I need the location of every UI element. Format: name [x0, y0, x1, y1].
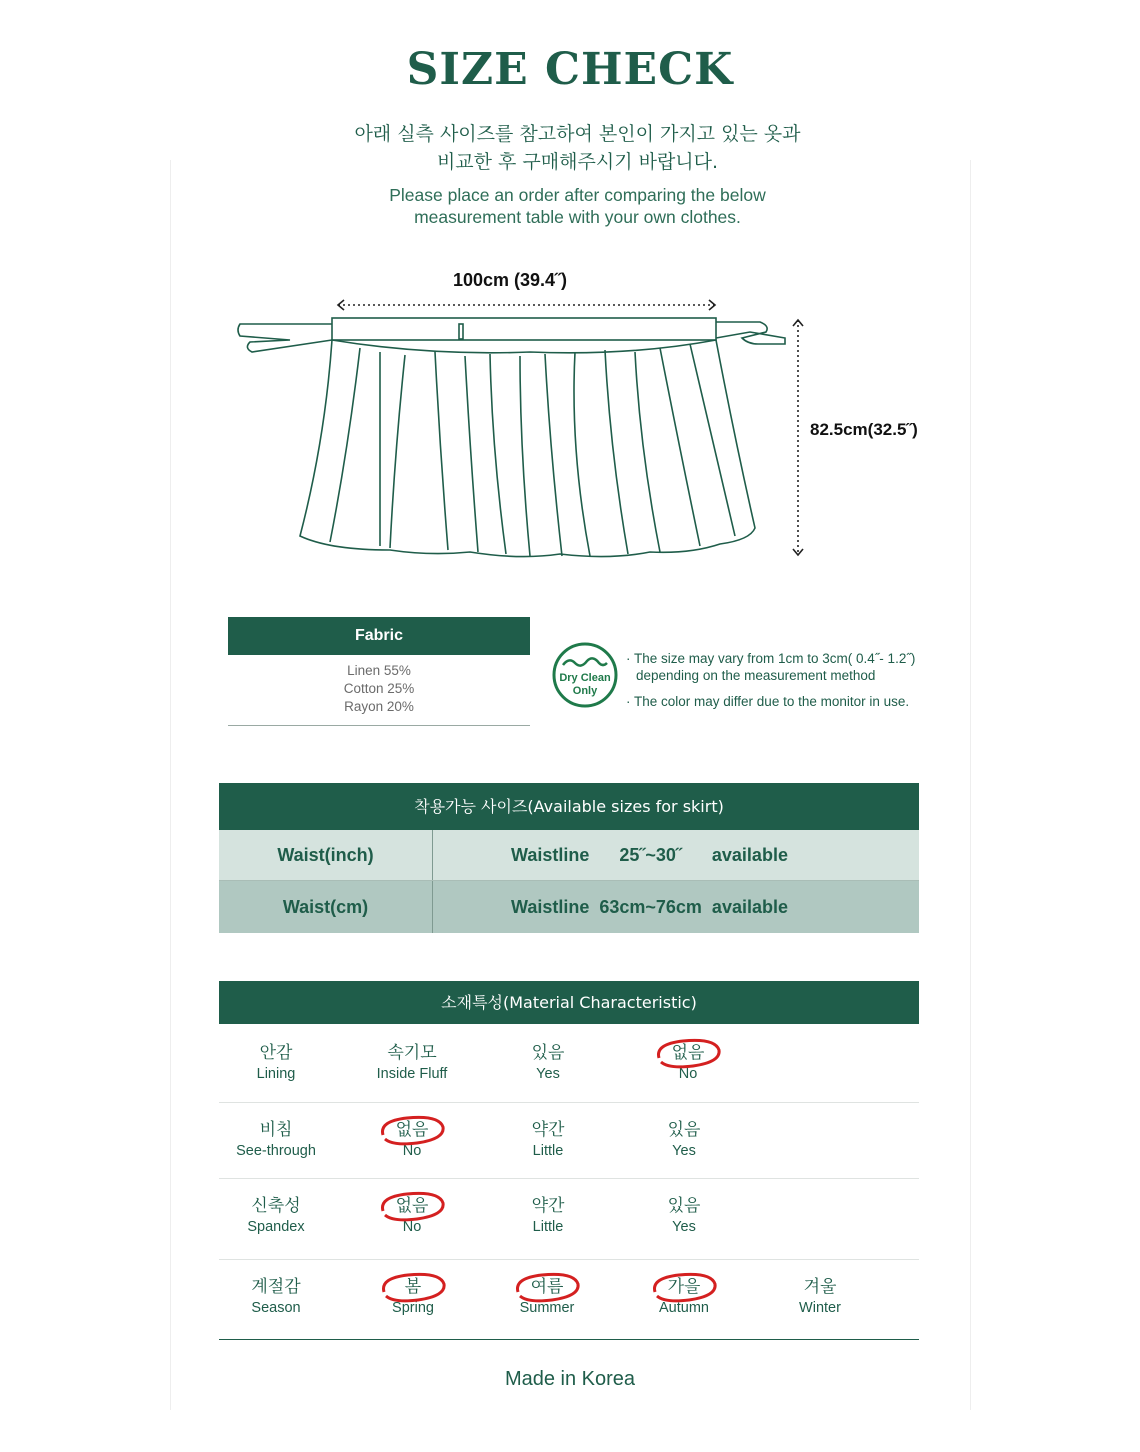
option-ko: 약간 — [531, 1120, 565, 1140]
size-variance-note-line-1: · The size may vary from 1cm to 3cm( 0.4˝- 1.2˝) — [626, 651, 916, 666]
page-border-left — [170, 160, 171, 1410]
dry-clean-label-line-2: Only — [572, 685, 598, 697]
page-title: SIZE CHECK — [406, 44, 734, 95]
option-ko: 가을 — [667, 1277, 701, 1297]
pleat — [545, 354, 562, 556]
row-label-ko: 안감 — [259, 1043, 293, 1063]
fabric-header: Fabric — [228, 617, 530, 655]
material-row-lining — [219, 1024, 919, 1103]
pleat — [390, 355, 405, 548]
option-ko: 여름 — [530, 1277, 564, 1297]
option-en: Little — [532, 1143, 564, 1159]
option-en: Yes — [672, 1219, 696, 1235]
pleat — [635, 352, 660, 552]
option-no-selected — [347, 1119, 477, 1161]
option-en: Summer — [519, 1300, 575, 1316]
option-spring-selected — [348, 1276, 478, 1318]
row-label — [211, 1119, 341, 1161]
material-row-season — [219, 1260, 919, 1340]
pleat — [690, 344, 735, 536]
material-table-header: 소재특성(Material Characteristic) — [219, 981, 919, 1024]
option-en: Inside Fluff — [376, 1066, 448, 1082]
row-label-ko: 비침 — [259, 1120, 293, 1140]
option-summer-selected — [482, 1276, 612, 1318]
row-label-en: Season — [251, 1300, 301, 1316]
fabric-item: Cotton 25% — [343, 681, 415, 696]
color-note: · The color may differ due to the monitor in use. — [626, 694, 910, 709]
option-en: No — [402, 1143, 422, 1159]
option-ko: 없음 — [671, 1043, 705, 1063]
pleat — [574, 352, 590, 556]
row-label-ko: 계절감 — [251, 1277, 301, 1297]
origin-label: Made in Korea — [504, 1368, 636, 1390]
size-row-label: Waist(inch) — [219, 830, 433, 880]
option-ko: 없음 — [395, 1196, 429, 1216]
option-en: Yes — [672, 1143, 696, 1159]
size-row — [219, 881, 919, 933]
english-intro-line-2: measurement table with your own clothes. — [414, 207, 741, 227]
row-label-en: Lining — [256, 1066, 296, 1082]
row-label — [211, 1042, 341, 1084]
pleat — [490, 354, 506, 554]
page-border-right — [970, 160, 971, 1410]
option-en: Winter — [799, 1300, 841, 1316]
size-variance-note-line-2: depending on the measurement method — [636, 668, 876, 683]
fabric-item: Linen 55% — [347, 663, 411, 678]
fabric-composition — [228, 662, 530, 726]
waistband — [332, 318, 716, 340]
size-row-value: Waistline 63cm~76cm available — [511, 896, 788, 917]
option-ko: 있음 — [667, 1120, 701, 1140]
row-label — [211, 1276, 341, 1318]
english-intro — [0, 184, 1140, 228]
option-winter — [755, 1276, 885, 1318]
sizes-table-header: 착용가능 사이즈(Available sizes for skirt) — [219, 783, 919, 830]
pleat — [330, 348, 360, 542]
fabric-item: Rayon 20% — [344, 699, 414, 714]
dry-clean-label-line-1: Dry Clean — [559, 672, 611, 684]
pleat — [435, 352, 448, 550]
option-inside-fluff — [347, 1042, 477, 1084]
button-slot — [459, 324, 463, 339]
option-en: No — [678, 1066, 698, 1082]
korean-intro-line-1: 아래 실측 사이즈를 참고하여 본인이 가지고 있는 옷과 — [354, 123, 801, 145]
width-measurement: 100cm (39.4˝) — [452, 270, 568, 290]
option-ko: 봄 — [404, 1277, 422, 1297]
option-little — [483, 1195, 613, 1237]
row-label — [211, 1195, 341, 1237]
option-en: No — [402, 1219, 422, 1235]
option-autumn-selected — [619, 1276, 749, 1318]
left-tie — [238, 324, 332, 352]
size-row — [219, 830, 919, 881]
length-measurement: 82.5cm(32.5˝) — [810, 420, 918, 439]
row-label-en: See-through — [236, 1143, 316, 1159]
option-en: Yes — [536, 1066, 560, 1082]
option-ko: 있음 — [667, 1196, 701, 1216]
row-label-ko: 신축성 — [251, 1196, 301, 1216]
option-no-selected — [623, 1042, 753, 1084]
option-ko: 있음 — [531, 1043, 565, 1063]
option-en: Spring — [392, 1300, 434, 1316]
option-en: Autumn — [659, 1300, 709, 1316]
option-en: Little — [532, 1219, 564, 1235]
material-row-spandex — [219, 1179, 919, 1260]
right-tie — [716, 322, 785, 344]
size-row-value: Waistline 25˝~30˝ available — [511, 844, 788, 865]
korean-intro — [0, 120, 1140, 176]
option-little — [483, 1119, 613, 1161]
option-ko: 약간 — [531, 1196, 565, 1216]
option-ko: 없음 — [395, 1120, 429, 1140]
english-intro-line-1: Please place an order after comparing the below — [389, 185, 766, 205]
option-yes — [619, 1119, 749, 1161]
option-ko: 속기모 — [387, 1043, 437, 1063]
pleat — [520, 356, 530, 556]
size-variance-note — [626, 650, 956, 684]
option-yes — [483, 1042, 613, 1084]
row-label-en: Spandex — [247, 1219, 305, 1235]
option-yes — [619, 1195, 749, 1237]
pleat — [605, 350, 628, 554]
option-ko: 겨울 — [803, 1277, 837, 1297]
care-notes — [626, 650, 956, 719]
korean-intro-line-2: 비교한 후 구매해주시기 바랍니다. — [436, 151, 719, 173]
option-no-selected — [347, 1195, 477, 1237]
pleat — [660, 348, 700, 546]
dry-clean-label — [551, 672, 619, 698]
material-row-see-through — [219, 1103, 919, 1179]
pleat — [465, 356, 478, 552]
size-row-label: Waist(cm) — [219, 881, 433, 933]
